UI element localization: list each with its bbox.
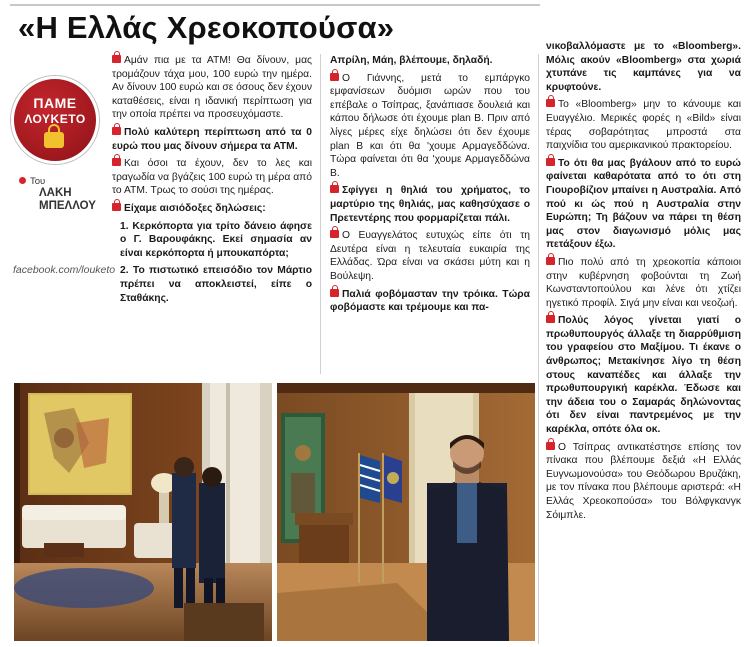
col3-para [546,157,741,252]
padlock-icon [330,185,339,193]
col3-p3-text: Πιο πολύ από τη χρεοκοπία κάποιοι στην κυβέρνηση φοβούνται τη Ζωή Κωνσταντοπούλου και λένε ότι χτίζει ηγετικό προφίλ. Σιγά μην είναι και νεοζωή. [546,256,741,309]
col2-p2-text: Ο Γιάννης, μετά το εμπάργκο εμφανίσεων δυόμισι ωρών που του επέβαλε ο Τσίπρας, ξανάπιασε δουλειά και κάπου δήλωσε ότι έχουμε plan B. Πριν από λίγες μέρες είχε δηλώσει ότι δεν έχουμε plan B και ότι θα 'χουμε Αρμαγεδδώνα. Τώρα φαίνεται ότι θα 'χουμε Αρμαγεδδώνα Β. [330,72,530,179]
author-last: ΜΠΕΛΛΟΥ [39,200,96,212]
padlock-icon [44,132,64,148]
padlock-icon [330,289,339,297]
col2-para [330,288,530,315]
col3-para [546,314,741,436]
photo-office-left-graphic [14,383,272,641]
col1-para [112,157,312,198]
badge-circle [11,76,99,164]
col3-para [546,256,741,310]
column-3 [546,40,741,526]
col1-p3-text: Και όσοι τα έχουν, δεν το λες και τραγωδία να βγάζεις 100 ευρώ τη μέρα από το ΑΤΜ. Τρως το σούσι της ημέρας. [112,158,312,197]
bullet-icon [19,177,26,184]
col2-p5-text: Παλιά φοβόμασταν την τρόικα. Τώρα φοβόμαστε και τρέμουμε και πα- [330,288,530,314]
padlock-icon [546,315,555,323]
col3-p2-text: Το ότι θα μας βγάλουν από το ευρώ φαίνεται καθαρότατα από το ότι στη Γιουροβίζιον μπαίνει η Αυστραλία. Από πού κι ώς πού η Αυστραλία στην Ευρώπη; Τη βάζουν να πάρει τη θέση μας στον διαγωνισμό μόλις μας πετάξουν έξω. [546,157,741,251]
col2-p4-text: Ο Ευαγγελάτος ευτυχώς είπε ότι τη Δευτέρα είναι η τελευταία ευκαιρία της Ελλάδας. Ώρα είναι να σκάσει μύτη και η Βούλεψη. [330,230,530,282]
col3-p1-text: Το «Bloomberg» μην το κάνουμε και Ευαγγέλιο. Μερικές φορές η «Bild» είναι τέρας σοβαρότητας μπροστά στα παιχνίδια του αμερικανικού πρακτορείου. [546,99,741,152]
col2-para: Απρίλη, Μάη, βλέπουμε, δηλαδή. [330,55,493,66]
col2-para [330,184,530,225]
col3-para [546,441,741,523]
col1-para [112,54,312,122]
author-first: ΛΑΚΗ [39,187,72,199]
col3-para: νικοβαλλόμαστε με το «Bloomberg». Μόλις ακούν «Bloomberg» στα χωριά χτυπάνε τις καμπάνες για να κρυφτούνε. [546,41,741,93]
col2-para [330,72,530,181]
col3-p4-text: Πολύς λόγος γίνεται γιατί ο πρωθυπουργός άλλαξε τη διαρρύθμιση του γραφείου στο Μαξίμου. Τι έκανε ο άνθρωπος; Μετακίνησε λίγο τη θέση στους καναπέδες και άλλαξε την πρωθυπουργική καρέκλα. Έδωσε και την άδεια του ο Σαμαράς δηλώνοντας ότι δεν είναι παντρεμένος με την καρέκλα, οπότε όλα οκ. [546,315,741,436]
col2-p3-text: Σφίγγει η θηλιά του χρήματος, το μαρτύριο της θηλιάς, μας καθησύχασε ο Πρετεντέρης που φορμαρίζεται πάλι. [330,185,530,224]
col1-para [112,202,312,216]
padlock-icon [330,73,339,81]
padlock-icon [330,230,339,238]
padlock-icon [546,99,555,107]
photo-office-right-graphic [277,383,535,641]
col1-para: 1. Κερκόπορτα για τρίτο δάνειο άφησε ο Γ. Βαρουφάκης. Εκεί σημασία αν είναι κερκόπορτα ή μπουκαπόρτα; [120,220,312,259]
photo-office-right [277,383,535,641]
col1-p4-text: Είχαμε αισιόδοξες δηλώσεις: [124,202,266,214]
facebook-link[interactable]: facebook.com/louketo [13,264,116,276]
column-1 [112,54,312,309]
column-badge [9,64,116,276]
badge-line1: ΠΑΜΕ [33,95,77,111]
column-divider [538,54,539,644]
author-byline [19,176,109,213]
col1-para [112,126,312,153]
padlock-icon [112,127,121,135]
badge-line2: ΛΟΥΚΕΤΟ [24,112,86,126]
photo-office-left [14,383,272,641]
padlock-icon [546,158,555,166]
padlock-icon [112,158,121,166]
column-divider [320,54,321,374]
col1-p2-text: Πολύ καλύτερη περίπτωση από τα 0 ευρώ που μας δίνουν σήμερα τα ΑΤΜ. [112,126,312,152]
col2-para [330,229,530,283]
headline: «Η Ελλάς Χρεοκοπούσα» [18,10,395,45]
author-prefix: Του [30,176,46,187]
col1-para: 2. Το πιστωτικό επεισόδιο τον Μάρτιο πρέπει να αποκλειστεί, είπε ο Σταθάκης. [120,265,312,304]
padlock-icon [112,203,121,211]
col3-p5-text: Ο Τσίπρας αντικατέστησε επίσης τον πίνακα που βλέπουμε δεξιά «Η Ελλάς Ευγνωμονούσα» του Θεόδωρου Βρυζάκη, με τον πίνακα που βλέπουμε αριστερά: «Η Ελλάς Χρεοκοπούσα» του Βόλφγκανγκ Σόιμπλε. [546,441,741,521]
padlock-icon [546,442,555,450]
col3-para [546,98,741,152]
padlock-icon [546,257,555,265]
col1-p1-text: Αμάν πια με τα ΑΤΜ! Θα δίνουν, μας τρομάζουν τάχα μου, 100 ευρώ την ημέρα. Αν δίνουν 100 ευρώ και σε όσους δεν έχουν καταθέσεις, είναι η ιδανική περίπτωση για την οποία πρέπει να προσευχόμαστε. [112,55,312,121]
top-rule [10,4,540,6]
column-2 [330,54,530,319]
padlock-icon [112,55,121,63]
